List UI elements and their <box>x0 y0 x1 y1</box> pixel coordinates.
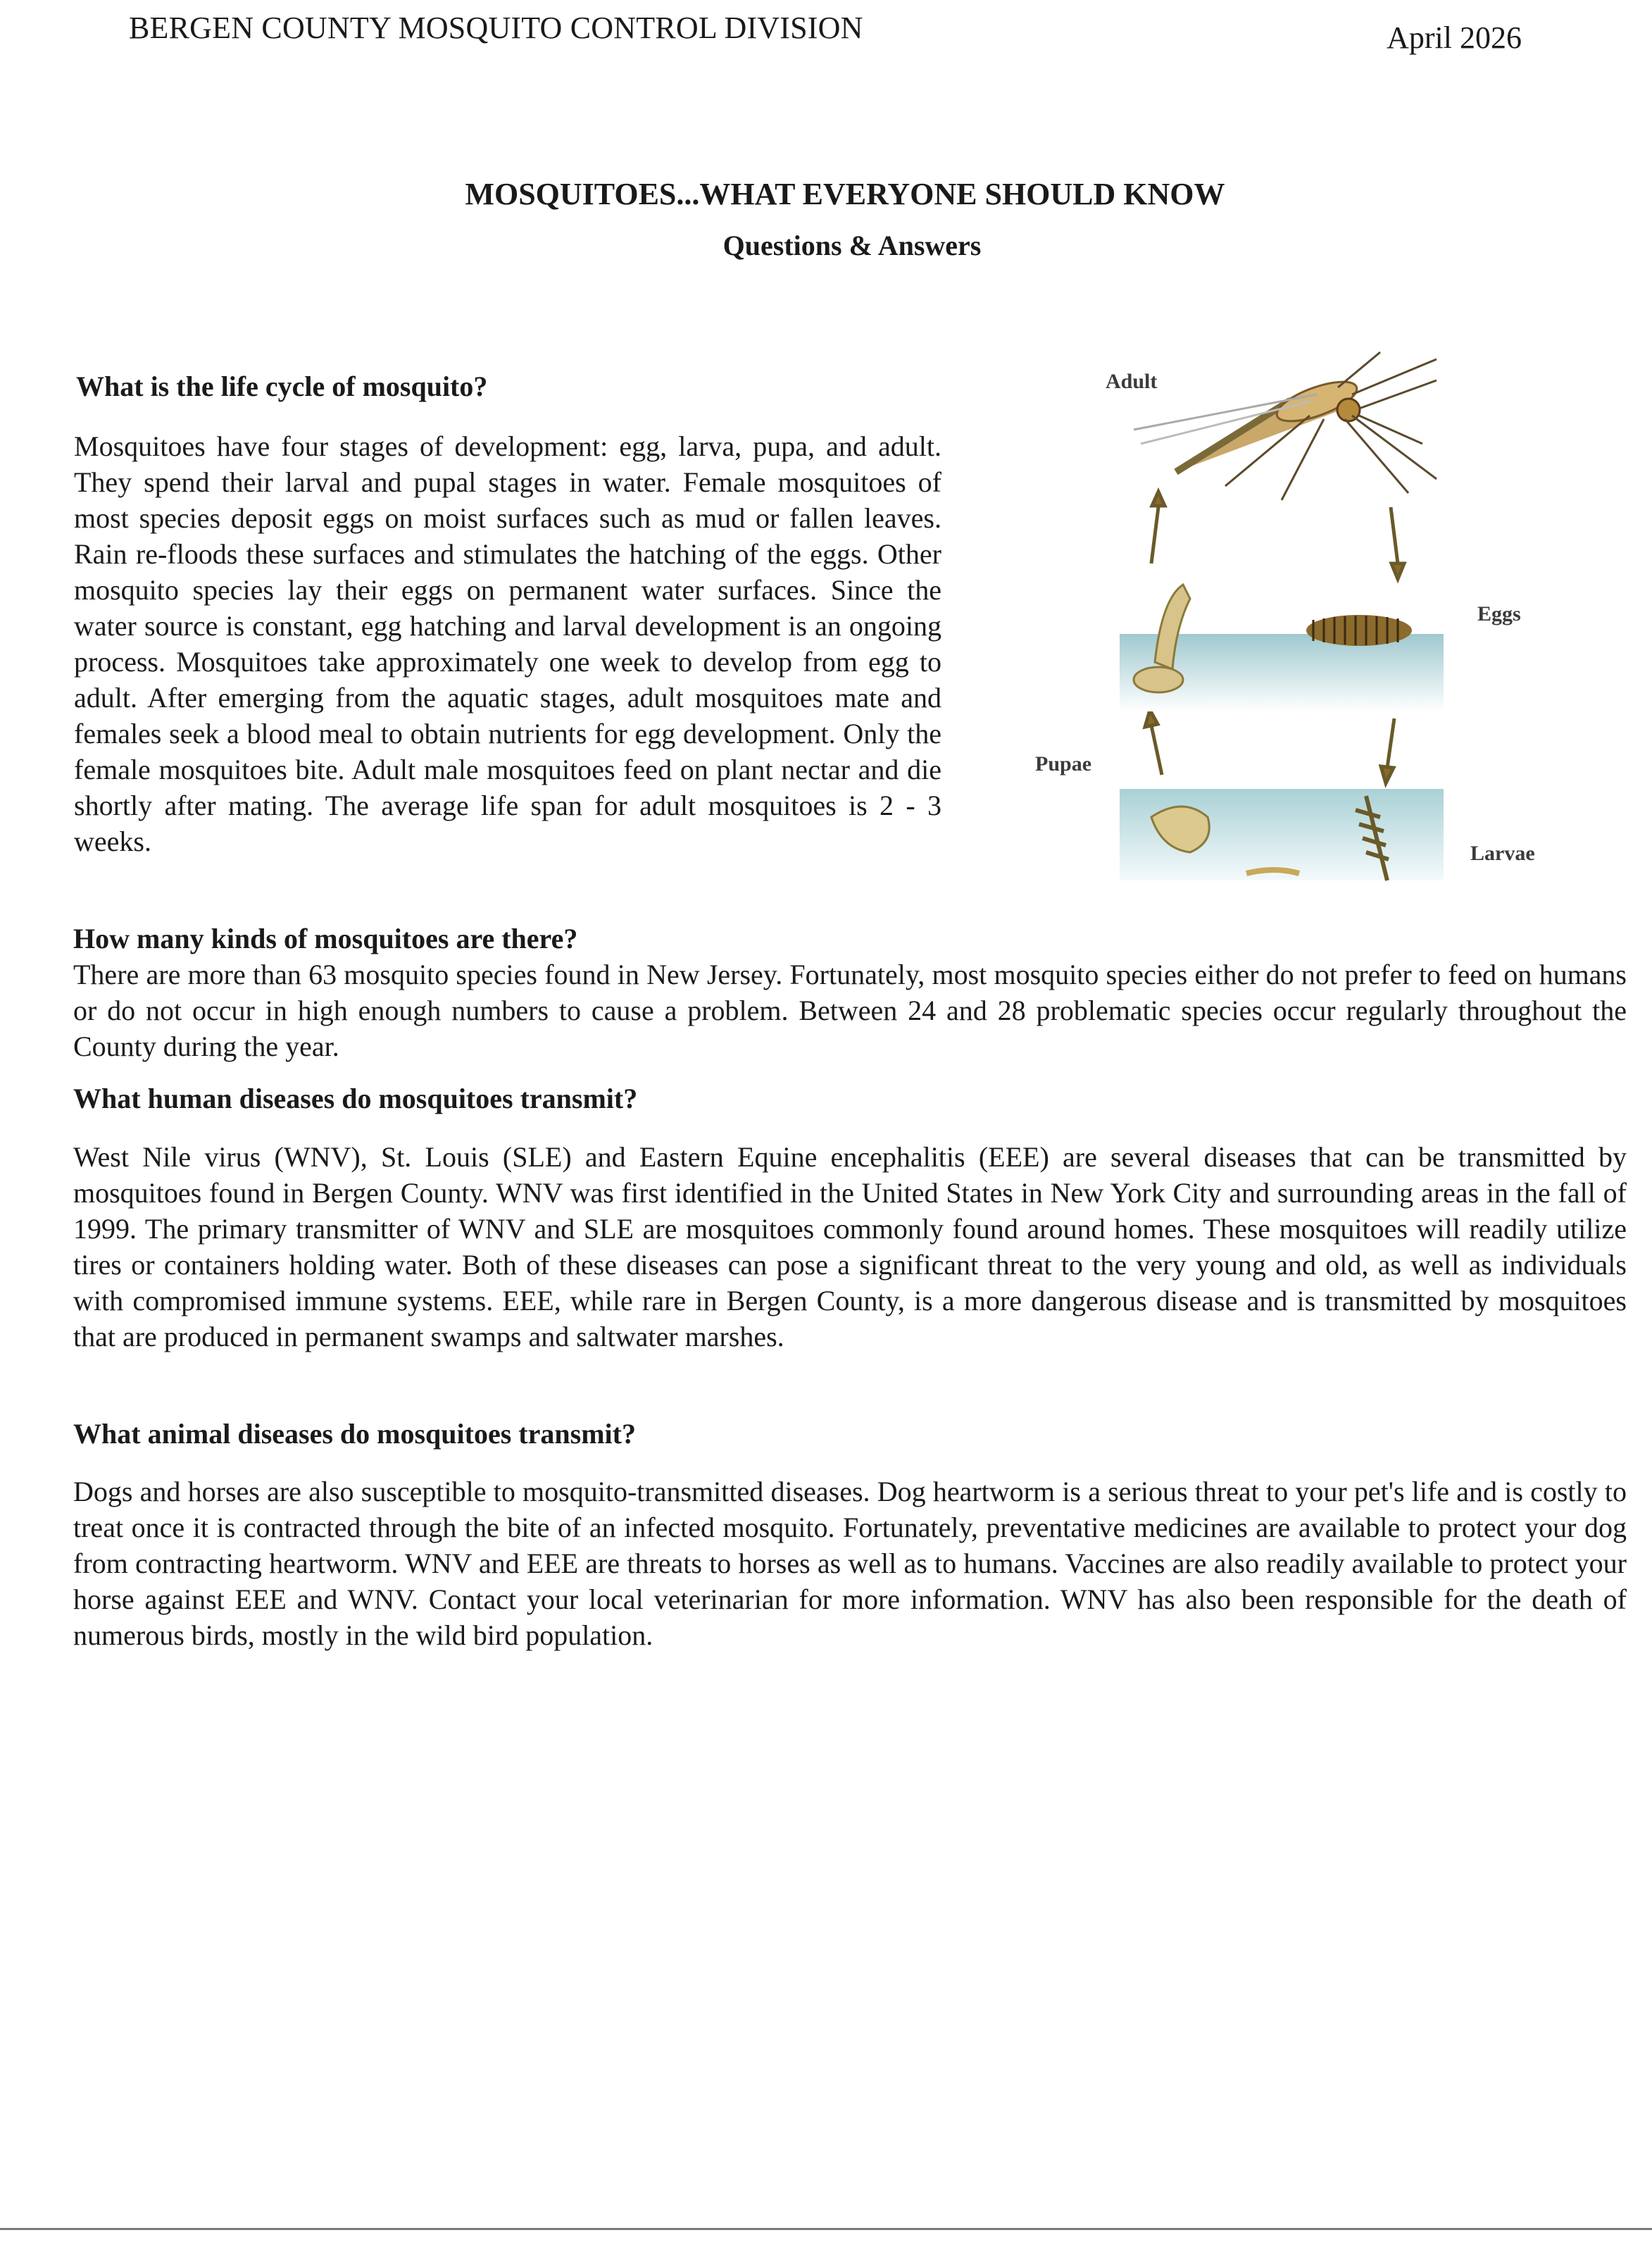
question-human-diseases: What human diseases do mosquitoes transmit? <box>73 1083 638 1114</box>
answer-kinds: There are more than 63 mosquito species found in New Jersey. Fortunately, most mosquito species either do not prefer to feed on humans or do not occur in high enough numbers to cause a problem. Between 24 and 28 problematic species occur regularly throughout the County during the year. <box>73 959 1627 1062</box>
label-larvae: Larvae <box>1470 842 1535 865</box>
egg-raft-drawing <box>1306 615 1412 646</box>
adult-mosquito-drawing <box>1134 352 1437 500</box>
label-pupae: Pupae <box>1035 752 1092 776</box>
document-date: April 2026 <box>1387 20 1522 55</box>
answer-human-diseases: West Nile virus (WNV), St. Louis (SLE) and Eastern Equine encephalitis (EEE) are several diseases that can be transmitted by mosquitoes found in Bergen County. WNV was first identified in the United States in New York City and surrounding areas in the fall of 1999. The primary transmitter of WNV and SLE are mosquitoes commonly found around homes. These mosquitoes will readily utilize tires or containers holding water. Both of these diseases can pose a significant threat to the very young and old, as well as individuals with compromised immune systems. EEE, while rare in Bergen County, is a more dangerous disease and is transmitted by mosquitoes that are produced in permanent swamps and saltwater marshes. <box>73 1141 1627 1352</box>
question-kinds: How many kinds of mosquitoes are there? <box>73 923 578 954</box>
page-subtitle: Questions & Answers <box>722 230 982 261</box>
bottom-divider <box>0 2228 1652 2230</box>
mosquito-life-cycle-figure <box>1014 331 1591 937</box>
label-eggs: Eggs <box>1477 602 1521 625</box>
organization-name: BERGEN COUNTY MOSQUITO CONTROL DIVISION <box>129 11 863 45</box>
question-life-cycle: What is the life cycle of mosquito? <box>76 371 488 402</box>
page-title: MOSQUITOES...WHAT EVERYONE SHOULD KNOW <box>465 177 1225 211</box>
answer-life-cycle: Mosquitoes have four stages of development: egg, larva, pupa, and adult. They spend their larval and pupal stages in water. Female mosquitoes of most species deposit eggs on moist surfaces such as mud or fallen leaves. Rain re-floods these surfaces and stimulates the hatching of the eggs. Other mosquito species lay their eggs on permanent water surfaces. Since the water source is constant, egg hatching and larval development is an ongoing process. Mosquitoes take approximately one week to develop from egg to adult. After emerging from the aquatic stages, adult mosquitoes mate and females seek a blood meal to obtain nutrients for egg development. Only the female mosquitoes bite. Adult male mosquitoes feed on plant nectar and die shortly after mating. The average life span for adult mosquitoes is 2 - 3 weeks. <box>74 430 941 857</box>
question-animal-diseases: What animal diseases do mosquitoes transmit? <box>73 1418 636 1450</box>
label-adult: Adult <box>1106 370 1158 393</box>
answer-animal-diseases: Dogs and horses are also susceptible to mosquito-transmitted diseases. Dog heartworm is a serious threat to your pet's life and is costly to treat once it is contracted through the bite of an infected mosquito. Fortunately, preventative medicines are available to protect your dog from contracting heartworm. WNV and EEE are threats to horses as well as to humans. Vaccines are also readily available to protect your horse against EEE and WNV. Contact your local veterinarian for more information. WNV has also been responsible for the death of numerous birds, mostly in the wild bird population. <box>73 1476 1627 1651</box>
